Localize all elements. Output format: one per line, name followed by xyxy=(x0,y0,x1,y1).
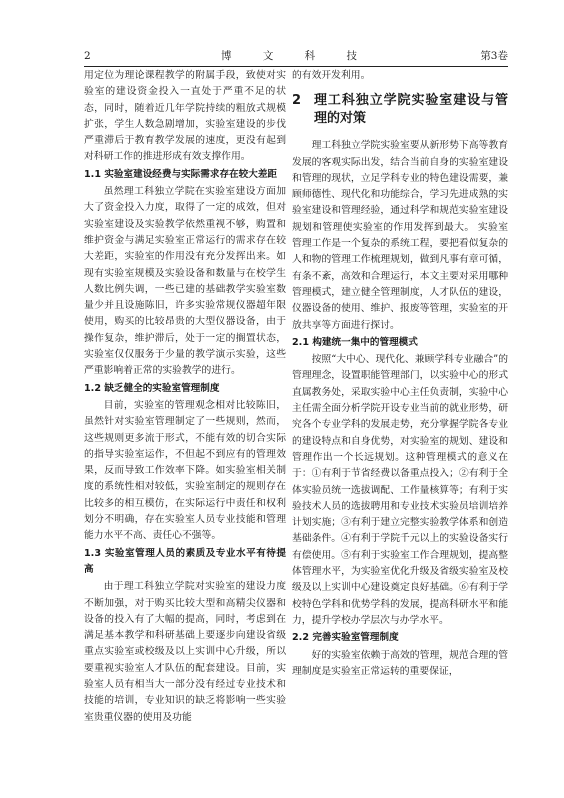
paragraph: 按照“大中心、现代化、兼顾学科专业融合”的管理理念，设置职能管理部门，以实验中心的形式直属教务处，采取实验中心主任负责制，实验中心主任需全面分析学院开设专业当前的就业形势，研究各个专业学科的发展走势，充分掌握学院各专业的建设特点和自身优势，对实验室的规划、建设和管理作出一个长远规划。这种管理模式的意义在于：①有利于节省经费以备重点投入；②有利于全体实验员统一选拔调配、工作量核算等；有利于实验技术人员的选拔聘用和专业技术实验员培训培养计划实施；③有利于建立完整实验教学体系和创造基础条件。④有利于学院千元以上的实验设备实行有偿使用。⑤有利于实验室工作合理规划，提高整体管理水平，为实验室优化升级及省级实验室及校级及以上实训中心建设奠定良好基础。⑥有利于学校特色学科和优势学科的发展，提高科研水平和能力，提升学校办学层次与办学水平。 xyxy=(292,354,508,626)
paragraph: 由于理工科独立学院对实验室的建设力度不断加强，对于购买比较大型和高精尖仪器和设备的投入有了大幅的提高，同时，考虑到在满足基本教学和科研基础上要逐步向建设省级重点实验室或校级及以上实训中心升级，所以要重视实验室人才队伍的配套建设。目前，实验室人员有相当大一部分没有经过专业技术和技能的培训，专业知识的缺乏将影响一些实验室贵重仪器的使用及功能 xyxy=(84,581,286,723)
subsection-heading-2-2: 2.2 完善实验室管理制度 xyxy=(292,632,399,644)
journal-name: 博 文 科 技 xyxy=(220,50,371,62)
subsection-heading-2-1: 2.1 构建统一集中的管理模式 xyxy=(292,336,418,348)
paragraph: 理工科独立学院实验室要从新形势下高等教育发展的客观实际出发，结合当前自身的实验室建设和管理的现状，立足学科专业的特色建设需要，兼顾师德性、现代化和功能综合，学习先进成熟的实验室建设和管理经验，通过科学和规范实验室建设规划和管理使实验室的作用发挥到最大。 实验室管理工作是一个复杂的系统工程，要把看似复杂的人和物的管理工作梳理规划，做到凡事有章可循，有条不紊，高效和合理运行，本文主要对采用哪种管理模式，建立健全管理制度，人才队伍的建设，仪器设备的使用、维护、报废等管理，实验室的开放共享等方面进行探讨。 xyxy=(292,140,508,331)
paragraph: 用定位为理论课程教学的附属手段，致使对实验室的建设资金投入一直处于严重不足的状态，同时，随着近几年学院持续的粗放式规模扩张，学生人数急剧增加，实验室建设的步伐严重滞后于教育教学发展的速度，更没有起到对科研工作的推进形成有效支撑作用。 xyxy=(84,70,286,163)
subsection-heading-1-3: 1.3 实验室管理人员的素质及专业水平有待提高 xyxy=(84,547,286,575)
subsection-heading-1-1: 1.1 实验室建设经费与实际需求存在较大差距 xyxy=(84,168,278,180)
section-number: 2 xyxy=(292,93,302,109)
section-title: 理工科独立学院实验室建设与管理的对策 xyxy=(314,93,508,127)
paragraph: 虽然理工科独立学院在实验室建设方面加大了资金投入力度，取得了一定的成效，但对实验室建设及实验教学依然重视不够，购置和维护资金与满足实验室正常运行的需求存在较大差距，实验室的作用没有充分发挥出来。如现有实验室规模及实验设备和数量与在校学生人数比例失调，一些已建的基础教学实验室数量少并且设施陈旧，许多实验常规仪器超年限使用，购买的比较昂贵的大型仪器设备，由于操作复杂，维护滞后，处于一定的搁置状态，实验室仅仅服务于少量的教学演示实验，这些严重影响着正常的实验教学的进行。 xyxy=(84,186,286,377)
paragraph: 好的实验室依赖于高效的管理，规范合理的管理制度是实验室正常运转的重要保证， xyxy=(292,649,508,677)
left-column xyxy=(84,68,286,768)
paragraph: 的有效开发利用。 xyxy=(292,70,371,81)
running-header xyxy=(84,48,508,64)
subsection-heading-1-2: 1.2 缺乏健全的实验室管理制度 xyxy=(84,382,220,394)
header-rule xyxy=(84,66,508,67)
volume-label: 第3卷 xyxy=(480,50,508,62)
paragraph: 目前，实验室的管理观念相对比较陈旧，虽然针对实验室管理制定了一些规则，然而，这些规则更多流于形式，不能有效的切合实际的指导实验室运作，不但起不到应有的管理效果，反而导致工作效率下降。如实验室相关制度的系统性相对较低，实验室制定的规则存在比较多的相互模仿，在实际运行中责任和权利划分不明确，存在实验室人员专业技能和管理能力水平不高、责任心不强等。 xyxy=(84,399,286,542)
page-number: 2 xyxy=(84,50,91,62)
section-heading-2 xyxy=(292,92,508,128)
right-column xyxy=(292,68,508,768)
